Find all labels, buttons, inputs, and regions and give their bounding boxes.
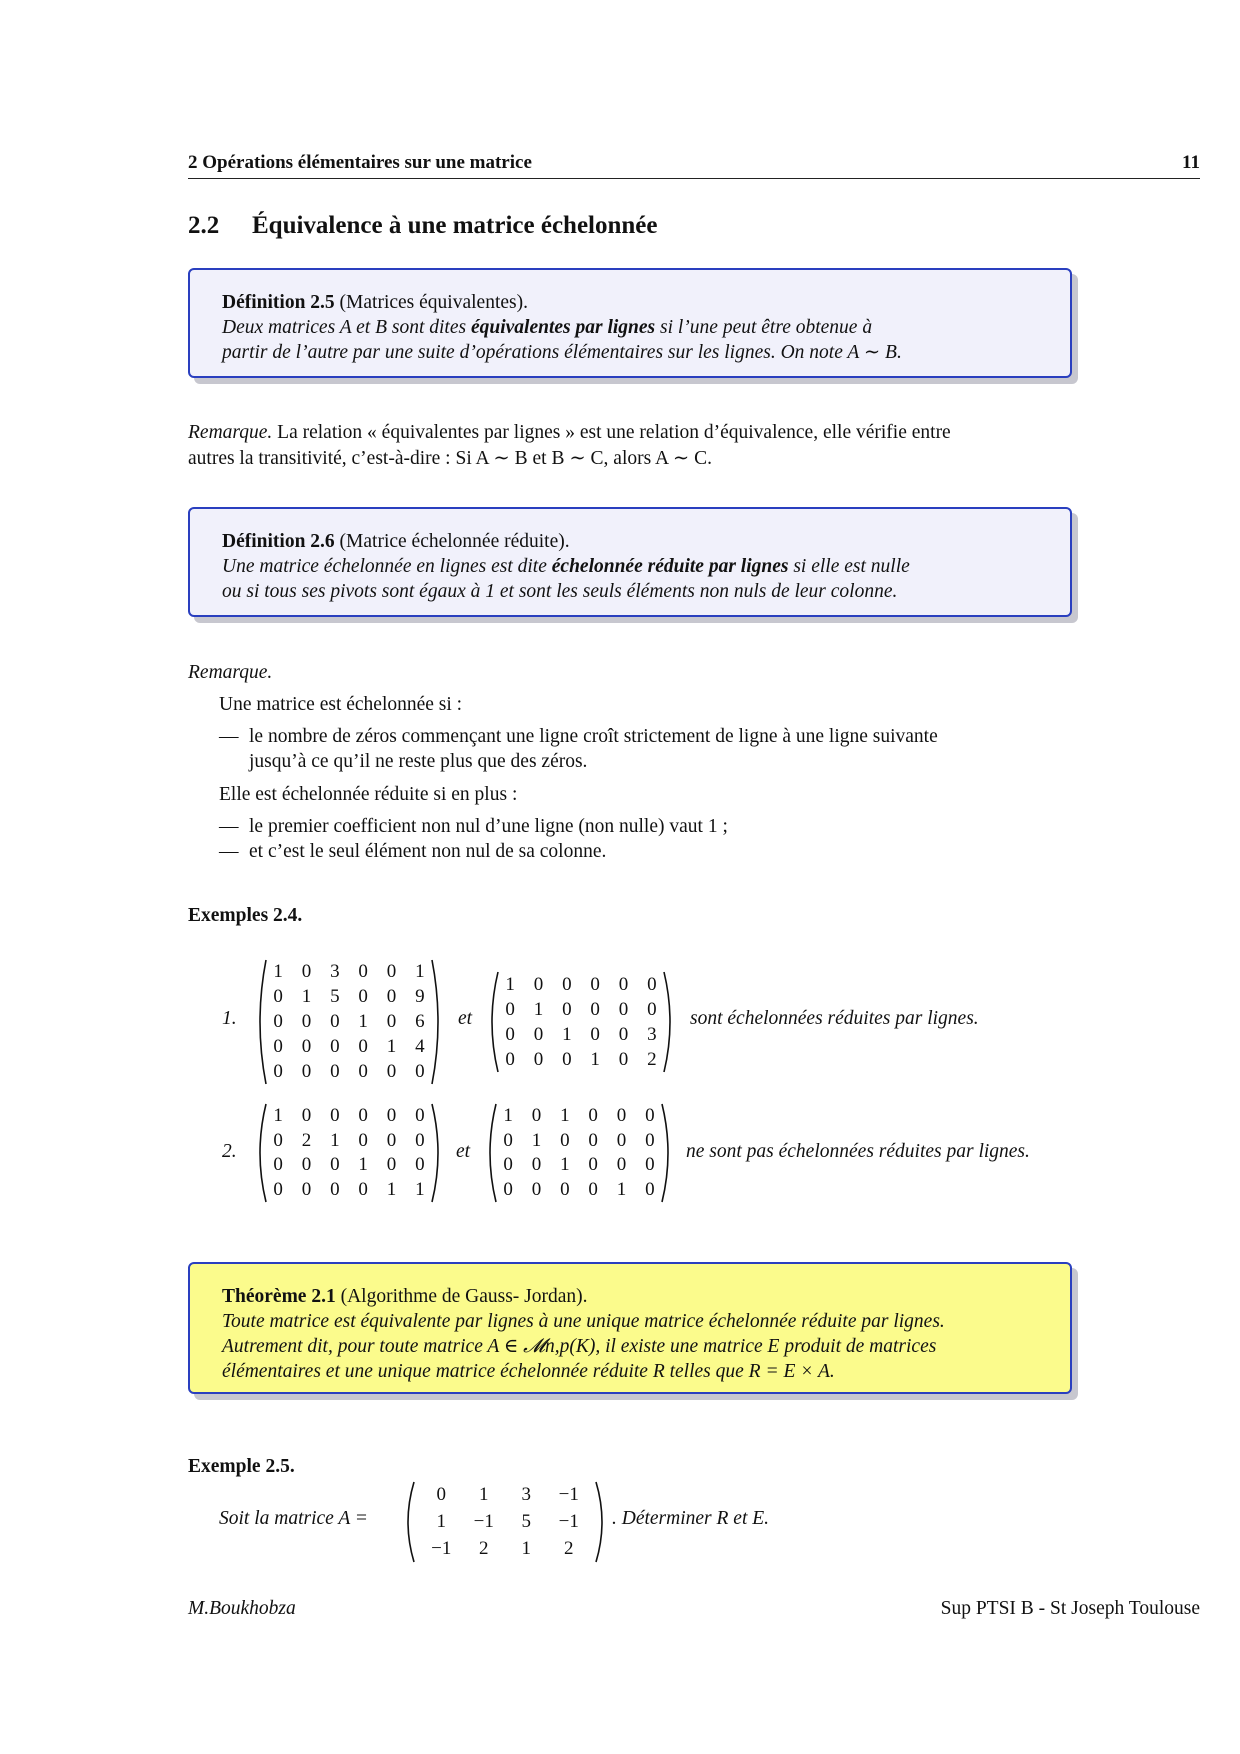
matrix-cell: 0 — [386, 986, 397, 1008]
remark-intro: Une matrice est échelonnée si : — [219, 694, 463, 715]
example-number: 2. — [222, 1141, 237, 1162]
conjunction-et: et — [456, 1141, 471, 1162]
matrix-cell: 1 — [358, 1154, 368, 1176]
matrix-cell: 0 — [645, 1105, 655, 1127]
matrix-cell: 0 — [588, 1178, 598, 1200]
matrix-cell: 0 — [503, 1129, 513, 1151]
matrix-cell: 0 — [273, 1035, 283, 1057]
remark-intro: Elle est échelonnée réduite si en plus : — [219, 784, 518, 805]
matrix-cell: −1 — [558, 1484, 579, 1506]
theorem-box-2-1 — [188, 1262, 1072, 1394]
matrix-cell: 0 — [588, 1154, 598, 1176]
matrix-cell: 2 — [647, 1048, 657, 1070]
matrix-cell: 0 — [618, 973, 629, 995]
matrix-cell: 2 — [479, 1537, 489, 1559]
right-paren — [596, 1482, 602, 1562]
left-paren — [408, 1482, 414, 1562]
definition-box-2-5 — [188, 268, 1072, 378]
matrix-cell: 0 — [533, 1048, 544, 1070]
matrix-cell: 0 — [301, 1178, 312, 1200]
matrix-cell: 0 — [645, 1129, 655, 1151]
matrix-cell: 0 — [616, 1105, 627, 1127]
theorem-text: élémentaires et une unique matrice échelonnée réduite R telles que R = E × A. — [222, 1361, 835, 1382]
definition-label: Définition 2.5 — [222, 292, 335, 313]
list-dash: — — [219, 726, 239, 747]
matrix-cell: 0 — [273, 1129, 283, 1151]
matrix-cell: 0 — [301, 1011, 312, 1032]
example-text: Soit la matrice A = — [219, 1508, 368, 1529]
matrix-cell: 0 — [301, 961, 312, 983]
conjunction-et: et — [458, 1008, 473, 1029]
definition-box-2-6 — [188, 507, 1072, 617]
matrix-cell: 1 — [415, 1178, 425, 1200]
matrix-cell: 0 — [386, 1060, 397, 1082]
matrix-cell: 1 — [560, 1154, 570, 1176]
matrix-cell: 0 — [330, 1178, 340, 1200]
list-item: le nombre de zéros commençant une ligne croît strictement de ligne à une ligne suivante — [249, 726, 938, 747]
matrix-cell: 0 — [436, 1484, 446, 1506]
matrix-cell: 3 — [647, 1023, 657, 1045]
matrix-cell: 5 — [521, 1511, 531, 1532]
list-item: et c’est le seul élément non nul de sa colonne. — [249, 841, 607, 862]
matrix-cell: 0 — [505, 998, 515, 1020]
matrix-cell: 0 — [645, 1178, 655, 1200]
matrix-cell: 0 — [645, 1154, 655, 1176]
matrix-cell: 1 — [521, 1537, 531, 1559]
matrix-cell: −1 — [473, 1511, 494, 1532]
matrix-cell: 1 — [562, 1023, 572, 1045]
section-title: Équivalence à une matrice échelonnée — [252, 212, 658, 239]
theorem-text: Autrement dit, pour toute matrice A ∈ 𝓜n,p(K), il existe une matrice E produit de matrices — [222, 1336, 937, 1357]
matrix-cell: 0 — [273, 1011, 283, 1032]
matrix-cell: −1 — [558, 1511, 579, 1532]
matrix-cell: 0 — [330, 1154, 340, 1176]
matrix-cell: 1 — [533, 998, 544, 1020]
matrix-cell: 0 — [273, 1060, 283, 1082]
header-section-title: 2 Opérations élémentaires sur une matrice — [188, 152, 532, 173]
matrix-cell: 0 — [618, 998, 629, 1020]
matrix-cell: 0 — [415, 1154, 425, 1176]
matrix-cell: 1 — [415, 961, 425, 983]
matrix-cell: 2 — [564, 1537, 574, 1559]
list-dash: — — [219, 841, 239, 862]
matrix-cell: 1 — [436, 1511, 446, 1532]
matrix-cell: 1 — [273, 961, 283, 983]
theorem-label: Théorème 2.1 — [222, 1286, 336, 1307]
matrix-cell: 0 — [330, 1035, 340, 1057]
matrix-cell: 1 — [590, 1048, 600, 1070]
matrix-cell: 0 — [386, 1129, 397, 1151]
matrix-cell: 0 — [301, 1035, 312, 1057]
matrix-ex1-b — [486, 970, 676, 1074]
matrix-cell: 0 — [358, 1105, 368, 1127]
matrix-cell: 0 — [531, 1154, 542, 1176]
definition-term: équivalentes par lignes — [470, 317, 656, 338]
matrix-cell: 0 — [616, 1129, 627, 1151]
matrix-cell: 0 — [273, 1178, 283, 1200]
matrix-cell: 1 — [273, 1105, 283, 1127]
matrix-cell: 0 — [588, 1105, 598, 1127]
matrix-cell: 0 — [415, 1129, 425, 1151]
matrix-cell: 1 — [386, 1035, 397, 1057]
definition-text: si elle est nulle — [788, 556, 910, 577]
matrix-ex1-a — [254, 958, 444, 1086]
matrix-cell: 0 — [358, 1129, 368, 1151]
section-heading — [188, 212, 658, 240]
matrix-cell: 0 — [590, 998, 600, 1020]
matrix-cell: 0 — [415, 1060, 425, 1082]
definition-text: Deux matrices A et B sont dites — [222, 317, 471, 338]
matrix-cell: 0 — [358, 986, 368, 1008]
list-item: le premier coefficient non nul d’une ligne (non nulle) vaut 1 ; — [249, 816, 728, 837]
matrix-cell: 0 — [562, 1048, 572, 1070]
matrix-cell: 0 — [562, 973, 572, 995]
matrix-cell: 6 — [415, 1011, 425, 1032]
matrix-cell: 0 — [616, 1154, 627, 1176]
matrix-cell: 4 — [415, 1035, 425, 1057]
matrix-cell: 0 — [505, 1048, 515, 1070]
matrix-cell: 0 — [273, 986, 283, 1008]
matrix-cell: 0 — [386, 961, 397, 983]
definition-term: échelonnée réduite par lignes — [551, 556, 789, 577]
matrix-cell: 9 — [415, 986, 425, 1008]
matrix-cell: 0 — [505, 1023, 515, 1045]
matrix-cell: 1 — [505, 973, 515, 995]
matrix-cell: 0 — [533, 973, 544, 995]
matrix-cell: 0 — [560, 1129, 570, 1151]
matrix-cell: 1 — [503, 1105, 513, 1127]
example-title: Exemple 2.5. — [188, 1456, 295, 1477]
matrix-cell: 0 — [618, 1023, 629, 1045]
remark-text: La relation « équivalentes par lignes » est une relation d’équivalence, elle vérifie entre — [272, 422, 951, 443]
matrix-cell: 0 — [531, 1105, 542, 1127]
remark-label: Remarque. — [188, 662, 273, 683]
matrix-cell: 0 — [358, 1178, 368, 1200]
matrix-cell: 0 — [415, 1105, 425, 1127]
matrix-cell: 5 — [330, 986, 340, 1008]
matrix-cell: 0 — [560, 1178, 570, 1200]
definition-name: (Matrices équivalentes). — [339, 292, 528, 313]
definition-text: Une matrice échelonnée en lignes est dite — [222, 556, 552, 577]
running-header — [188, 150, 1200, 179]
remark-label: Remarque. — [188, 422, 273, 443]
matrix-ex2-a — [254, 1102, 444, 1204]
matrix-cell: 0 — [301, 1060, 312, 1082]
list-dash: — — [219, 816, 239, 837]
matrix-cell: 0 — [358, 1035, 368, 1057]
matrix-cell: 0 — [533, 1023, 544, 1045]
matrix-cell: 1 — [386, 1178, 397, 1200]
matrix-ex2-b — [484, 1102, 674, 1204]
matrix-cell: 0 — [301, 1154, 312, 1176]
matrix-cell: −1 — [431, 1537, 452, 1559]
theorem-name: (Algorithme de Gauss- Jordan). — [340, 1286, 588, 1307]
matrix-cell: 0 — [330, 1105, 340, 1127]
footer-school: Sup PTSI B - St Joseph Toulouse — [940, 1598, 1200, 1619]
matrix-cell: 0 — [590, 973, 600, 995]
example-number: 1. — [222, 1008, 237, 1029]
matrix-cell: 1 — [301, 986, 312, 1008]
matrix-cell: 1 — [330, 1129, 340, 1151]
matrix-cell: 0 — [358, 961, 368, 983]
matrix-cell: 1 — [479, 1484, 489, 1506]
matrix-A — [402, 1480, 608, 1564]
matrix-cell: 0 — [588, 1129, 598, 1151]
matrix-cell: 0 — [503, 1178, 513, 1200]
remark-text: autres la transitivité, c’est-à-dire : Si A ∼ B et B ∼ C, alors A ∼ C. — [188, 448, 712, 469]
example-text: ne sont pas échelonnées réduites par lignes. — [686, 1141, 1030, 1162]
matrix-cell: 0 — [562, 998, 572, 1020]
definition-text: si l’une peut être obtenue à — [655, 317, 873, 338]
matrix-cell: 1 — [358, 1011, 368, 1032]
example-text: sont échelonnées réduites par lignes. — [690, 1008, 979, 1029]
definition-label: Définition 2.6 — [222, 531, 335, 552]
matrix-cell: 0 — [386, 1105, 397, 1127]
matrix-cell: 0 — [647, 998, 657, 1020]
matrix-cell: 0 — [590, 1023, 600, 1045]
page-number: 11 — [1182, 152, 1200, 173]
matrix-cell: 1 — [560, 1105, 570, 1127]
matrix-cell: 1 — [616, 1178, 627, 1200]
matrix-cell: 0 — [330, 1011, 340, 1032]
matrix-cell: 1 — [531, 1129, 542, 1151]
example-text: . Déterminer R et E. — [612, 1508, 770, 1529]
matrix-cell: 0 — [386, 1011, 397, 1032]
matrix-cell: 0 — [273, 1154, 283, 1176]
list-item: jusqu’à ce qu’il ne reste plus que des zéros. — [249, 751, 588, 772]
matrix-cell: 0 — [301, 1105, 312, 1127]
matrix-cell: 0 — [358, 1060, 368, 1082]
definition-text: partir de l’autre par une suite d’opérations élémentaires sur les lignes. On note A ∼ B. — [222, 342, 902, 363]
matrix-cell: 0 — [330, 1060, 340, 1082]
matrix-cell: 0 — [503, 1154, 513, 1176]
examples-title: Exemples 2.4. — [188, 905, 303, 926]
matrix-cell: 3 — [330, 961, 340, 983]
matrix-cell: 0 — [531, 1178, 542, 1200]
matrix-cell: 0 — [386, 1154, 397, 1176]
matrix-cell: 0 — [647, 973, 657, 995]
section-number: 2.2 — [188, 212, 220, 239]
definition-name: (Matrice échelonnée réduite). — [339, 531, 570, 552]
matrix-cell: 2 — [301, 1129, 312, 1151]
remark-paragraph — [188, 420, 1208, 446]
matrix-cell: 0 — [618, 1048, 629, 1070]
theorem-text: Toute matrice est équivalente par lignes à une unique matrice échelonnée réduite par lignes. — [222, 1311, 945, 1332]
footer-author: M.Boukhobza — [188, 1598, 296, 1619]
definition-text: ou si tous ses pivots sont égaux à 1 et sont les seuls éléments non nuls de leur colonne. — [222, 581, 898, 602]
matrix-cell: 3 — [521, 1484, 531, 1506]
